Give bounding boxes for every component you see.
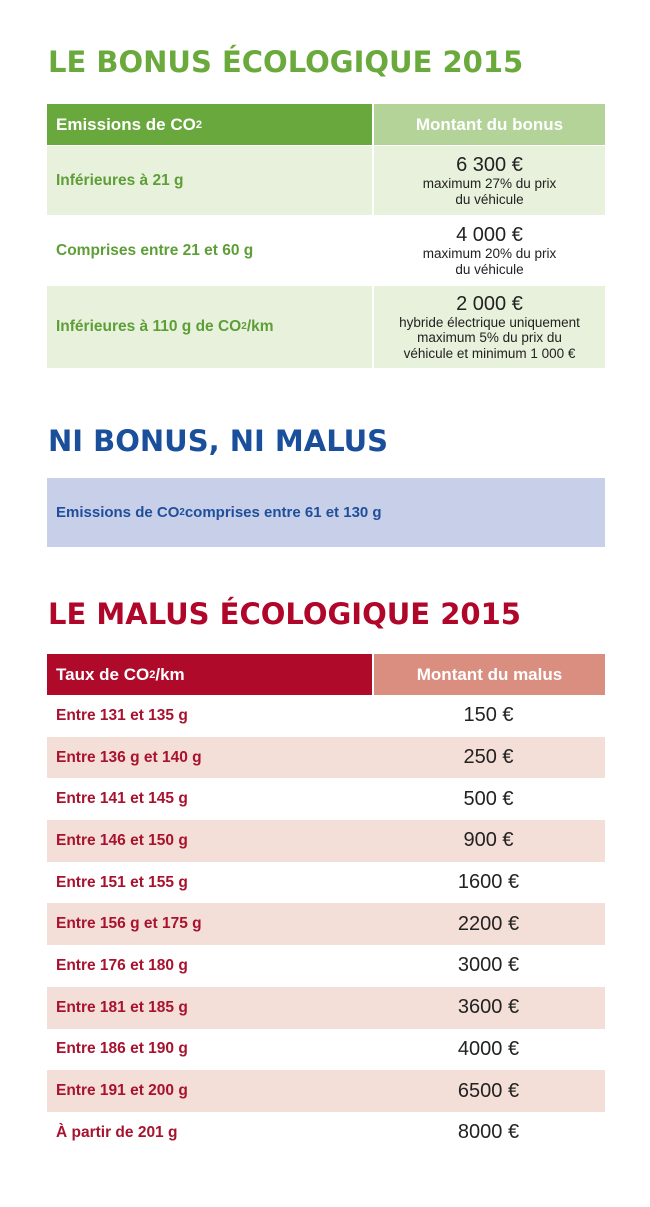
table-row — [47, 1029, 605, 1071]
row-amount — [374, 146, 605, 215]
row-amount: 4000 € — [457, 1037, 520, 1060]
header-suffix: /km — [155, 664, 185, 684]
malus-title: LE MALUS ÉCOLOGIQUE 2015 — [48, 597, 521, 631]
label-suffix: /km — [246, 318, 274, 335]
label-text: Inférieures à 21 g — [56, 171, 184, 189]
bonus-title: LE BONUS ÉCOLOGIQUE 2015 — [48, 45, 524, 79]
row-label: Entre 186 et 190 g — [56, 1040, 188, 1058]
amount-value: 4 000 € — [456, 224, 523, 246]
row-amount — [374, 286, 605, 368]
bonus-table — [47, 104, 605, 368]
row-label: Entre 191 et 200 g — [47, 1070, 372, 1112]
row-label: Entre 141 et 145 g — [56, 790, 188, 808]
bonus-col-amount-header: Montant du bonus — [374, 104, 605, 145]
row-label: Entre 146 et 150 g — [47, 820, 372, 862]
label-text: Inférieures à 110 g de CO — [56, 318, 242, 335]
label-text: Comprises entre 21 et 60 g — [56, 241, 254, 259]
amount-note: maximum 27% du prix — [422, 176, 557, 191]
row-label: Entre 156 g et 175 g — [47, 903, 372, 945]
table-row — [47, 286, 605, 368]
row-label — [47, 216, 372, 285]
table-row — [47, 1070, 605, 1112]
table-row — [47, 862, 605, 904]
row-amount: 6500 € — [372, 1070, 605, 1112]
neutral-text: Emissions de CO — [56, 504, 180, 521]
table-row — [47, 820, 605, 862]
row-amount: 2200 € — [372, 903, 605, 945]
row-label — [47, 146, 372, 215]
row-amount: 150 € — [463, 704, 514, 727]
neutral-suffix: comprises entre 61 et 130 g — [184, 504, 382, 521]
row-amount: 1600 € — [457, 871, 520, 894]
row-amount: 3600 € — [372, 987, 605, 1029]
neutral-title: NI BONUS, NI MALUS — [48, 424, 389, 458]
malus-col-rate-header: Taux de CO 2 /km — [47, 654, 372, 695]
table-row — [47, 778, 605, 820]
amount-note: maximum 20% du prix — [422, 246, 557, 261]
row-amount: 8000 € — [457, 1121, 520, 1144]
row-amount: 3000 € — [457, 954, 520, 977]
table-row — [47, 903, 605, 945]
row-label: Entre 176 et 180 g — [56, 956, 188, 974]
amount-note: hybride électrique uniquement — [399, 314, 580, 330]
header-text: Taux de CO — [56, 664, 150, 684]
row-label: Inférieures à 110 g de CO 2 /km — [47, 286, 372, 368]
malus-col-amount-header: Montant du malus — [374, 654, 605, 695]
header-text: Emissions de CO — [56, 114, 196, 134]
malus-table — [47, 654, 605, 1154]
row-label: Entre 151 et 155 g — [56, 873, 188, 891]
table-row — [47, 146, 605, 215]
row-label: Entre 136 g et 140 g — [47, 737, 372, 779]
amount-note: véhicule et minimum 1 000 € — [403, 345, 576, 361]
table-row — [47, 695, 605, 737]
malus-table-header — [47, 654, 605, 695]
row-amount: 500 € — [463, 787, 514, 810]
table-row — [47, 737, 605, 779]
amount-value: 6 300 € — [456, 154, 523, 176]
row-label: À partir de 201 g — [56, 1123, 178, 1141]
amount-note: maximum 5% du prix du — [417, 330, 562, 346]
bonus-table-header — [47, 104, 605, 145]
table-row — [47, 945, 605, 987]
amount-note: du véhicule — [455, 261, 524, 277]
table-row — [47, 216, 605, 285]
neutral-band: Emissions de CO 2 comprises entre 61 et 130 g — [47, 478, 605, 547]
row-amount: 250 € — [372, 737, 605, 779]
row-amount: 900 € — [372, 820, 605, 862]
table-row — [47, 987, 605, 1029]
bonus-col-emissions-header: Emissions de CO 2 — [47, 104, 372, 145]
row-amount — [374, 216, 605, 285]
amount-value: 2 000 € — [456, 292, 523, 315]
row-label: Entre 131 et 135 g — [56, 706, 188, 724]
table-row — [47, 1112, 605, 1154]
row-label: Entre 181 et 185 g — [47, 987, 372, 1029]
amount-note: du véhicule — [455, 191, 524, 207]
